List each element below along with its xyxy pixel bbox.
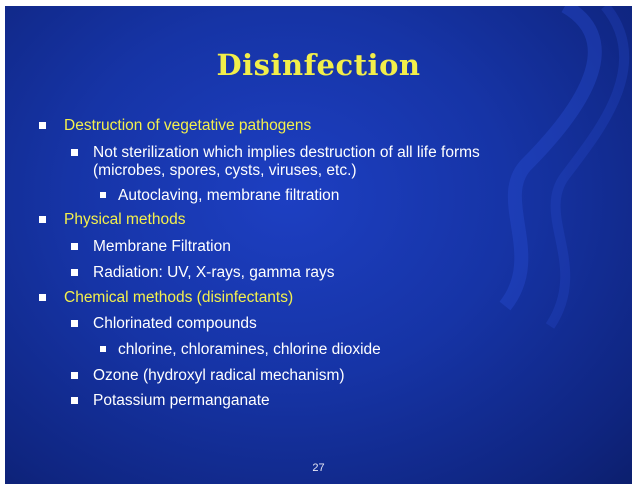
square-bullet-icon (100, 192, 106, 198)
square-bullet-icon (39, 294, 46, 301)
slide-title: Disinfection (216, 48, 421, 82)
bullet-item-not-sterilization (93, 143, 480, 163)
square-bullet-icon (71, 269, 78, 276)
bullet-text: chlorine, chloramines, chlorine dioxide (118, 341, 381, 358)
square-bullet-icon (39, 122, 46, 129)
bullet-text: Ozone (hydroxyl radical mechanism) (93, 367, 345, 384)
bullet-item-chemical-methods (64, 288, 293, 308)
page-number: 27 (312, 462, 325, 474)
bullet-item-membrane-filtration (93, 237, 231, 257)
bullet-item-chlorinated-compounds (93, 314, 257, 334)
square-bullet-icon (39, 216, 46, 223)
bullet-text: Radiation: UV, X-rays, gamma rays (93, 264, 335, 281)
bullet-text: (microbes, spores, cysts, viruses, etc.) (93, 162, 357, 179)
slide (5, 6, 632, 484)
bullet-item-physical-methods (64, 210, 185, 230)
square-bullet-icon (71, 320, 78, 327)
bullet-item-autoclaving (118, 186, 339, 206)
bullet-text: Destruction of vegetative pathogens (64, 117, 312, 134)
bullet-text: Membrane Filtration (93, 238, 231, 255)
bullet-item-ozone (93, 366, 345, 386)
bullet-text: Physical methods (64, 211, 186, 228)
bullet-item-destruction (64, 116, 311, 136)
square-bullet-icon (71, 149, 78, 156)
bullet-item-radiation (93, 263, 335, 283)
bullet-item-continuation (93, 161, 357, 181)
square-bullet-icon (71, 397, 78, 404)
bullet-text: Potassium permanganate (93, 392, 270, 409)
bullet-text: Chlorinated compounds (93, 315, 257, 332)
bullet-text: Not sterilization which implies destruction of all life forms (93, 144, 480, 161)
bullet-text: Chemical methods (disinfectants) (64, 289, 294, 306)
bullet-item-potassium-permanganate (93, 391, 270, 411)
square-bullet-icon (71, 243, 78, 250)
square-bullet-icon (100, 346, 106, 352)
square-bullet-icon (71, 372, 78, 379)
bullet-text: Autoclaving, membrane filtration (118, 187, 340, 204)
bullet-item-chlorine (118, 340, 381, 360)
